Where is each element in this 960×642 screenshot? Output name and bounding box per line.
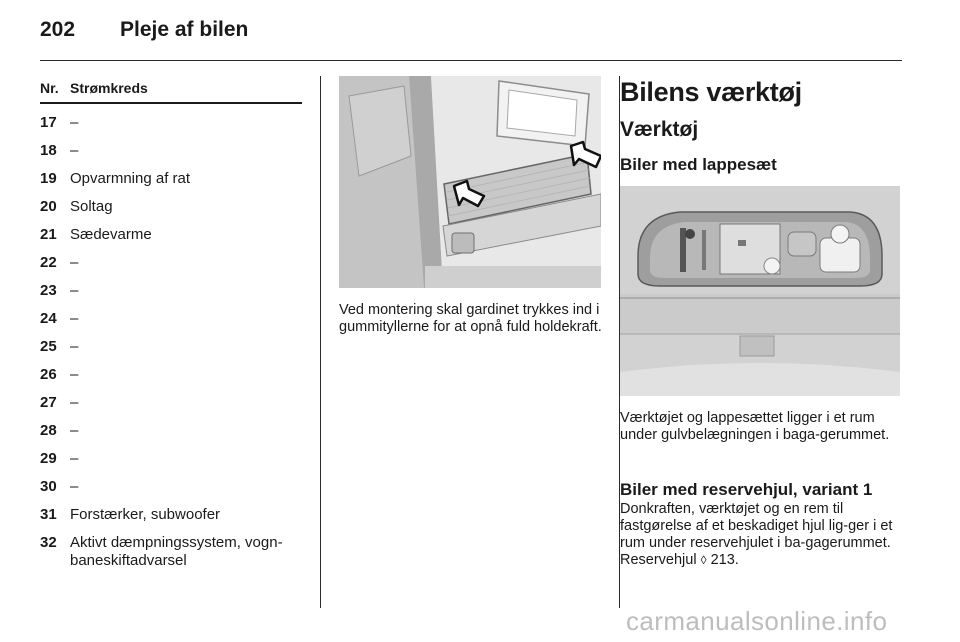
fuse-number: 18 — [40, 142, 57, 159]
heading-repair-kit: Biler med lappesæt — [620, 155, 777, 174]
header-rule — [40, 60, 902, 61]
fuse-circuit: Forstærker, subwoofer — [70, 506, 221, 523]
fuse-circuit: – — [70, 478, 79, 495]
page-header — [40, 18, 900, 48]
heading-spare-wheel: Biler med reservehjul, variant 1 — [620, 480, 873, 499]
table-header — [40, 80, 302, 102]
fuse-number: 27 — [40, 394, 57, 411]
fuse-number: 31 — [40, 506, 57, 523]
fuse-circuit: – — [70, 394, 79, 411]
table-row — [40, 300, 302, 328]
table-row — [40, 216, 302, 244]
fuse-number: 20 — [40, 198, 57, 215]
fuse-circuit: – — [70, 114, 79, 131]
fuse-number: 21 — [40, 226, 57, 243]
table-row — [40, 384, 302, 412]
fuse-circuit: – — [70, 422, 79, 439]
table-row — [40, 496, 302, 524]
fuse-number: 26 — [40, 366, 57, 383]
table-row — [40, 272, 302, 300]
table-row — [40, 132, 302, 160]
page-reference-link[interactable]: 213. — [710, 552, 739, 568]
fuse-number: 28 — [40, 422, 57, 439]
fuse-number: 17 — [40, 114, 57, 131]
fuse-number: 22 — [40, 254, 57, 271]
fuse-circuit: – — [70, 282, 79, 299]
spare-wheel-text — [620, 501, 902, 569]
table-row — [40, 356, 302, 384]
column-header-nr: Nr. — [40, 80, 59, 96]
running-title: Pleje af bilen — [120, 18, 249, 41]
repair-kit-text: Værktøjet og lappesættet ligger i et rum under gulvbelægningen i baga-gerummet. — [620, 410, 890, 443]
curtain-caption: Ved montering skal gardinet trykkes ind i gummityllerne for at opnå fuld holdekraft. — [339, 302, 602, 335]
fuse-circuit: – — [70, 366, 79, 383]
curtain-mounting-illustration — [339, 76, 601, 288]
page-number: 202 — [40, 18, 76, 41]
table-row — [40, 244, 302, 272]
fuse-circuit: Soltag — [70, 198, 113, 215]
fuse-number: 24 — [40, 310, 57, 327]
tool-compartment-illustration — [620, 186, 900, 396]
table-row — [40, 412, 302, 440]
fuse-circuit: – — [70, 142, 79, 159]
fuse-circuit: – — [70, 450, 79, 467]
fuse-number: 19 — [40, 170, 57, 187]
table-row — [40, 160, 302, 188]
spare-wheel-body: Donkraften, værktøjet og en rem til fastgørelse af et beskadiget hjul lig-ger i et rum under reservehjulet i ba-gagerummet. Reservehjul — [620, 501, 893, 568]
watermark: carmanualsonline.info — [626, 606, 888, 636]
fuse-number: 23 — [40, 282, 57, 299]
fuse-circuit: Opvarmning af rat — [70, 170, 191, 187]
fuse-circuit: – — [70, 310, 79, 327]
fuse-number: 25 — [40, 338, 57, 355]
column-header-circuit: Strømkreds — [70, 80, 148, 96]
fuse-circuit: Aktivt dæmpningssystem, vogn-baneskiftadvarsel — [70, 534, 283, 569]
table-row — [40, 328, 302, 356]
column-divider-left — [320, 76, 321, 608]
fuse-circuit: – — [70, 338, 79, 355]
fuse-table — [40, 80, 302, 570]
fuse-number: 30 — [40, 478, 57, 495]
table-row — [40, 468, 302, 496]
fuse-number: 32 — [40, 534, 57, 551]
table-row — [40, 188, 302, 216]
page-reference-icon: ◊ — [700, 553, 707, 567]
fuse-circuit: Sædevarme — [70, 226, 152, 243]
fuse-circuit: – — [70, 254, 79, 271]
table-row — [40, 104, 302, 132]
section-title: Bilens værktøj — [620, 77, 802, 107]
table-row — [40, 524, 302, 570]
subsection-title: Værktøj — [620, 118, 699, 141]
table-row — [40, 440, 302, 468]
fuse-number: 29 — [40, 450, 57, 467]
